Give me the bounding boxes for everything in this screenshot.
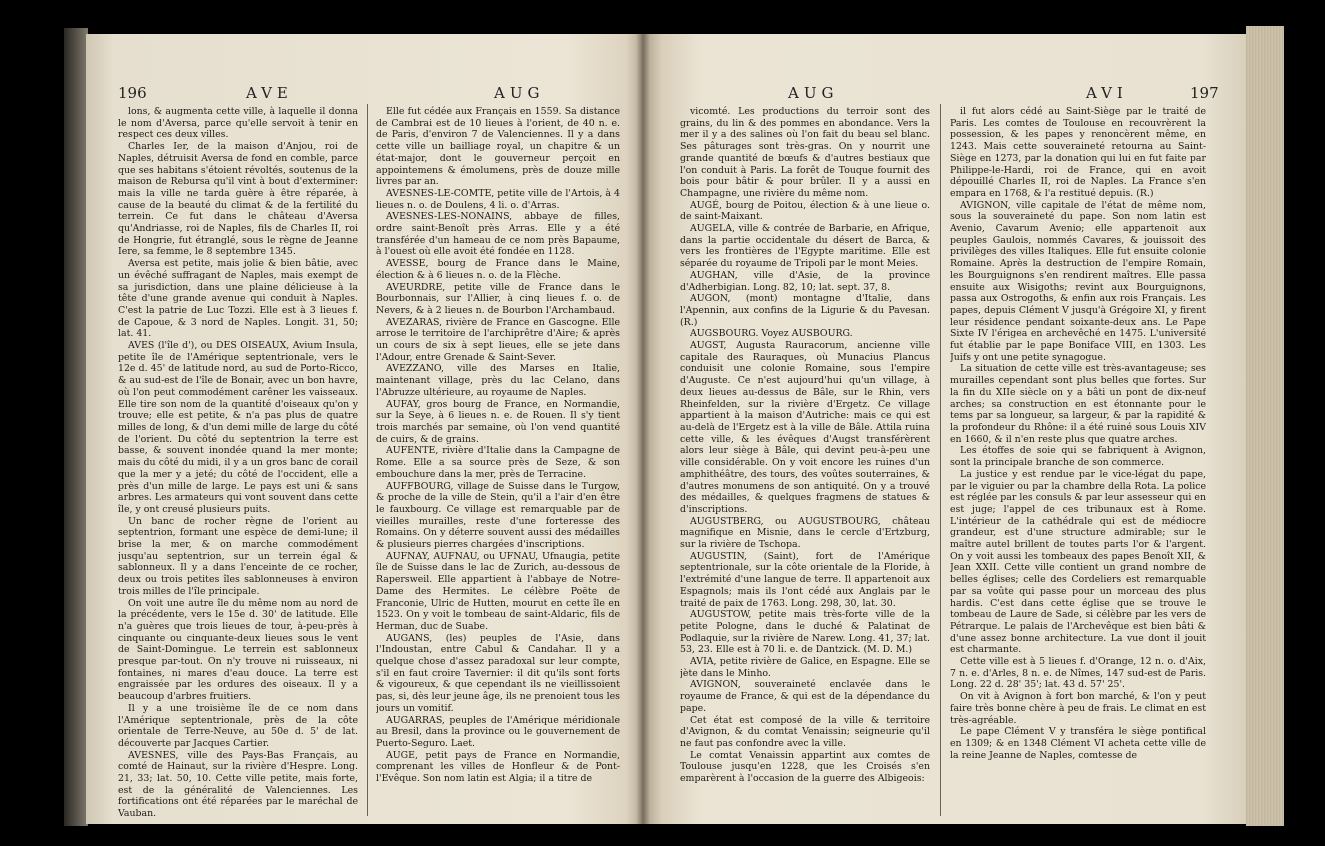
paragraph: AVIGNON, souveraineté enclavée dans le royaume de France, & qui est de la dépendance du pape. — [680, 679, 930, 714]
paragraph: AVEZZANO, ville des Marses en Italie, maintenant village, près du lac Celano, dans l'Abruzze ultérieure, au royaume de Naples. — [376, 363, 620, 398]
running-head-left: AUG — [788, 84, 839, 102]
paragraph: La justice y est rendue par le vice-légat du pape, par le viguier ou par la chambre della Rota. La police est réglée par les consuls & par leur assesseur qui en est juge; l'appel de ces tribunaux est à Rome. L'intérieur de la cathédrale qui est de médiocre grandeur, est d'une structure admirable; sur le maître autel brillent de toutes parts l'or & l'argent. On y voit aussi les tombeaux des papes Benoît XII, & Jean XXII. Cette ville contient un grand nombre de belles églises; celle des Cordeliers est remarquable par sa voûte qui passe pour un morceau des plus hardis. C'est dans cette église que se trouve le tombeau de Laure de Sade, si célèbre par les vers de Pétrarque. Le palais de l'Archevêque est bien bâti & d'une assez bonne architecture. La vue dont il jouit est charmante. — [950, 468, 1206, 656]
paragraph: AUFFBOURG, village de Suisse dans le Turgow, & proche de la ville de Stein, qu'il a l'air d'en être le fauxbourg. Ce village est remarquable par de vieilles murailles, reste d'une forteresse des Romains. On y déterre souvent aussi des médailles & plusieurs pierres chargées d'inscriptions. — [376, 480, 620, 551]
paragraph: il fut alors cédé au Saint-Siège par le traité de Paris. Les comtes de Toulouse en recouvrèrent la possession, & les papes y renoncèrent même, en 1243. Mais cette souveraineté retourna au Saint-Siège en 1273, par la donation qui lui en fut faite par Philippe-le-Hardi, roi de France, qui en avoit dépouillé Charles II, roi de Naples. La France s'en empara en 1768, & l'a restitué depuis. (R.) — [950, 106, 1206, 199]
paragraph: AUGANS, (les) peuples de l'Asie, dans l'Indoustan, entre Cabul & Candahar. Il y a quelque chose d'assez paradoxal sur leur compte, s'il en faut croire Tavernier: il dit qu'ils sont forts & vigoureux, & que cependant ils ne vieillissoient pas, si, dès leur jeune âge, ils ne prenoient tous les jours un vomitif. — [376, 632, 620, 714]
running-head-right: AUG — [494, 84, 545, 102]
left-page — [86, 34, 642, 824]
paragraph: lons, & augmenta cette ville, à laquelle il donna le nom d'Aversa, parce qu'elle servoit à tenir en respect ces deux villes. — [118, 106, 358, 141]
paragraph: AUGELA, ville & contrée de Barbarie, en Afrique, dans la partie occidentale du désert de Barca, & vers les frontières de l'Egypte maritime. Elle est séparée du royaume de Tripoli par le mont Meies. — [680, 223, 930, 270]
paragraph: On voit une autre île du même nom au nord de la précédente, vers le 15e d. 30' de latitude. Elle n'a guères que trois lieues de tour, à-peu-près à cinquante ou cinquante-deux lieues sous le vent de Saint-Domingue. Le terrein est sablonneux presque par-tout. On n'y trouve ni ruisseaux, ni fontaines, ni mares d'eau douce. La terre est engraissée par les ordures des oiseaux. Il y a beaucoup d'arbres fruitiers. — [118, 597, 358, 703]
paragraph: Le pape Clément V y transféra le siège pontifical en 1309; & en 1348 Clément VI acheta cette ville de la reine Jeanne de Naples, comtesse de — [950, 726, 1206, 761]
paragraph: vicomté. Les productions du terroir sont des grains, du lin & des pommes en abondance. Vers la mer il y a des salines où l'on fait du beau sel blanc. Ses pâturages sont très-gras. On y nourrit une grande quantité de bœufs & d'autres bestiaux que l'on conduit à Paris. La forêt de Touque fournit des bois pour bâtir & pour brûler. Il y a aussi en Champagne, une rivière du même nom. — [680, 106, 930, 199]
paragraph: AVESNES, ville des Pays-Bas Français, au comté de Hainaut, sur la rivière d'Hespre. Long. 21, 33; lat. 50, 10. Cette ville petite, mais forte, est de la généralité de Valenciennes. Les fortifications ont été réparées par le maréchal de Vauban. — [118, 749, 358, 818]
paragraph: Les étoffes de soie qui se fabriquent à Avignon, sont la principale branche de son commerce. — [950, 445, 1206, 469]
paragraph: AVEZARAS, rivière de France en Gascogne. Elle arrose le territoire de l'archiprêtre d'Aire; & après un cours de six à sept lieues, elle se jete dans l'Adour, entre Grenade & Saint-Sever. — [376, 316, 620, 363]
paragraph: AUGUSTIN, (Saint), fort de l'Amérique septentrionale, sur la côte orientale de la Floride, à l'extrémité d'une langue de terre. Il appartenoit aux Espagnols; mais ils l'ont cédé aux Anglais par le traité de paix de 1763. Long. 298, 30, lat. 30. — [680, 550, 930, 609]
paragraph: AUGUSTOW, petite mais très-forte ville de la petite Pologne, dans le duché & Palatinat de Podlaquie, sur la rivière de Narew. Long. 41, 37; lat. 53, 23. Elle est à 70 li. e. de Dantzick. (M. D. M.) — [680, 609, 930, 656]
paragraph: AUGON, (mont) montagne d'Italie, dans l'Apennin, aux confins de la Ligurie & du Pavesan. (R.) — [680, 293, 930, 328]
right-page — [642, 34, 1254, 824]
paragraph: AVESNES-LES-NONAINS, abbaye de filles, ordre saint-Benoît près Arras. Elle y a été transférée d'un hameau de ce nom près Bapaume, à l'ouest où elle avoit été fondée en 1128. — [376, 211, 620, 258]
book-gutter — [636, 34, 650, 824]
page-number-left: 196 — [118, 84, 147, 102]
paragraph: On vit à Avignon à fort bon marché, & l'on y peut faire très bonne chère à peu de frais. Le climat en est très-agréable. — [950, 691, 1206, 726]
paragraph: AUGSBOURG. Voyez AUSBOURG. — [690, 328, 853, 340]
paragraph: Aversa est petite, mais jolie & bien bâtie, avec un évêché suffragant de Naples, mais exempt de sa jurisdiction, dans une plaine délicieuse à la tête d'une grande avenue qui conduit à Naples. C'est la patrie de Luc Tozzi. Elle est à 3 lieues f. de Capoue, & 3 nord de Naples. Longit. 31, 50; lat. 41. — [118, 258, 358, 340]
paragraph: AUGÉ, bourg de Poitou, élection & à une lieue o. de saint-Maixant. — [680, 199, 930, 223]
column-divider — [940, 104, 941, 816]
right-page-column-2 — [950, 106, 1206, 818]
page-edges — [1246, 26, 1284, 826]
column-divider — [367, 104, 368, 816]
paragraph: AVESSE, bourg de France dans le Maine, élection & à 6 lieues n. o. de la Flèche. — [376, 258, 620, 281]
paragraph: Il y a une troisième île de ce nom dans l'Amérique septentrionale, près de la côte orientale de Terre-Neuve, au 50e d. 5' de lat. découverte par Jacques Cartier. — [118, 702, 358, 749]
paragraph: AUFNAY, AUFNAU, ou UFNAU, Ufnaugia, petite île de Suisse dans le lac de Zurich, au-dessous de Rapersweil. Elle appartient à l'abbaye de Notre-Dame des Hermites. Le célèbre Poëte de Franconie, Ulric de Hutten, mourut en cette île en 1523. On y voit le tombeau de saint-Aldaric, fils de Herman, duc de Suabe. — [376, 550, 620, 632]
paragraph: Cet état est composé de la ville & territoire d'Avignon, & du comtat Venaissin; seigneurie qu'il ne faut pas confondre avec la ville. — [680, 714, 930, 749]
left-page-column-1 — [118, 106, 358, 818]
page-number-right: 197 — [1190, 84, 1219, 102]
paragraph: AUGUSTBERG, ou AUGUSTBOURG, château magnifique en Misnie, dans le cercle d'Ertzburg, sur la rivière de Tschopa. — [680, 515, 930, 551]
right-page-column-1 — [680, 106, 930, 818]
paragraph: AUGE, petit pays de France en Normandie, comprenant les villes de Honfleur & de Pont-l'Evêque. Son nom latin est Algia; il a titre de — [376, 749, 620, 785]
paragraph: AVEURDRE, petite ville de France dans le Bourbonnais, sur l'Allier, à cinq lieues f. o. de Nevers, & à 2 lieues n. de Bourbon l'Archambaud. — [376, 281, 620, 316]
paragraph: AVIGNON, ville capitale de l'état de même nom, sous la souveraineté du pape. Son nom latin est Avenio, Cavarum Avenio; elle appartenoit aux peuples Gaulois, nommés Cavares, & jouissoit des privilèges des villes Italiques. Elle fut ensuite colonie Romaine. Après la destruction de l'empire Romain, les Bourguignons s'en rendirent maîtres. Elle passa ensuite aux Wisigoths; revint aux Bourguignons, passa aux Ostrogoths, & enfin aux rois Français. Les papes, depuis Clément V jusqu'à Grégoire XI, y firent leur résidence pendant soixante-deux ans. Le Pape Sixte IV l'érigea en archevêché en 1475. L'université fut établie par le pape Boniface VIII, en 1303. Les Juifs y ont une petite synagogue. — [950, 199, 1206, 363]
paragraph: Elle fut cédée aux Français en 1559. Sa distance de Cambrai est de 10 lieues à l'orient, de 40 n. e. de Paris, d'environ 7 de Valenciennes. Il y a dans cette ville un bailliage royal, un chapitre & un état-major, dont le gouverneur perçoit en appointemens & émolumens, près de douze mille livres par an. — [376, 106, 620, 188]
paragraph: AVES (l'île d'), ou DES OISEAUX, Avium Insula, petite île de l'Amérique septentrionale, vers le 12e d. 45' de latitude nord, au sud de Porto-Ricco, & au sud-est de l'île de Bonair, avec un bon havre, où l'on peut commodément carêner les vaisseaux. Elle tire son nom de la quantité d'oiseaux qu'on y trouve; elle est petite, & n'a pas plus de quatre milles de long, & d'un demi mille de large du côté de l'orient. Du côté du septentrion la terre est basse, & souvent inondée quand la mer monte; mais du côté du midi, il y a un gros banc de corail que la mer y a jeté; du côté de l'occident, elle a près d'un mille de large. Le pays est uni & sans arbres. Les armateurs qui vont souvent dans cette île, y ont creusé plusieurs puits. — [118, 340, 358, 515]
paragraph: AUFAY, gros bourg de France, en Normandie, sur la Seye, à 6 lieues n. e. de Rouen. Il s'y tient trois marchés par semaine, où l'on vend quantité de cuirs, & de grains. — [376, 398, 620, 445]
paragraph: Cette ville est à 5 lieues f. d'Orange, 12 n. o. d'Aix, 7 n. e. d'Arles, 8 n. e. de Nîmes, 147 sud-est de Paris. Long. 22 d. 28' 35'; lat. 43 d. 57' 25'. — [950, 656, 1206, 691]
paragraph: Le comtat Venaissin appartint aux comtes de Toulouse jusqu'en 1228, que les Croisés s'en emparèrent à l'occasion de la guerre des Albigeois: — [680, 749, 930, 785]
paragraph: Un banc de rocher règne de l'orient au septentrion, formant une espèce de demi-lune; il brise la mer, & on marche commodément jusqu'au septentrion, sur un terrein égal & sablonneux. Il y a dans l'enceinte de ce rocher, deux ou trois petites îles sablonneuses à environ trois milles de l'île principale. — [118, 515, 358, 597]
paragraph: AUGHAN, ville d'Asie, de la province d'Adherbigian. Long. 82, 10; lat. sept. 37, 8. — [680, 269, 930, 293]
paragraph: Charles Ier, de la maison d'Anjou, roi de Naples, détruisit Aversa de fond en comble, parce que ses habitans s'étoient révoltés, soutenus de la maison de Rebursa qu'il vint à bout d'exterminer: mais la ville ne tarda guère à être réparée, à cause de la beauté du climat & de la fertilité du terrein. Ce fut dans le château d'Aversa qu'Andriasse, roi de Naples, fils de Charles II, roi de Hongrie, fut étranglé, sous le règne de Jeanne Iere, sa femme, le 8 septembre 1345. — [118, 141, 358, 258]
paragraph: AVESNES-LE-COMTE, petite ville de l'Artois, à 4 lieues n. o. de Doulens, 4 li. o. d'Arras. — [376, 187, 620, 211]
book-cover-edge — [64, 28, 88, 826]
paragraph: AUGST, Augusta Rauracorum, ancienne ville capitale des Rauraques, où Munacius Plancus conduisit une colonie Romaine, sous l'empire d'Auguste. Ce n'est aujourd'hui qu'un village, à deux lieues au-dessus de Bâle, sur le Rhin, vers Rheinfelden, sur la rivière d'Ergetz. Ce village appartient à la maison d'Autriche: mais ce qui est au-delà de l'Ergetz est à la ville de Bâle. Attila ruina cette ville, & les évêques d'Augst transférèrent alors leur siège à Bâle, qui devint peu-à-peu une ville considérable. On y voit encore les ruines d'un amphithéâtre, des tours, des voûtes souterraines, & d'autres monumens de son antiquité. On y a trouvé des médailles, & quelques fragmens de statues & d'inscriptions. — [680, 340, 930, 515]
paragraph: AUGARRAS, peuples de l'Amérique méridionale au Bresil, dans la province ou le gouvernement de Puerto-Seguro. Laet. — [376, 714, 620, 749]
paragraph: AUFENTE, rivière d'Italie dans la Campagne de Rome. Elle a sa source près de Seze, & son embouchure dans la mer, près de Terracine. — [376, 445, 620, 480]
running-head-left: AVE — [246, 84, 293, 102]
left-page-column-2 — [376, 106, 620, 818]
running-head-right: AVI — [1086, 84, 1128, 102]
open-book — [64, 20, 1284, 832]
paragraph: AVIA, petite rivière de Galice, en Espagne. Elle se jète dans le Minho. — [680, 656, 930, 679]
paragraph: La situation de cette ville est très-avantageuse; ses murailles cependant sont plus belles que fortes. Sur la fin du XIIe siècle on y a bâti un pont de dix-neuf arches; sa construction en est étonnante pour le tems par sa longueur, sa largeur, & par la rapidité & la profondeur du Rhône: il a été ruiné sous Louis XIV en 1660, & il n'en reste plus que quatre arches. — [950, 363, 1206, 445]
